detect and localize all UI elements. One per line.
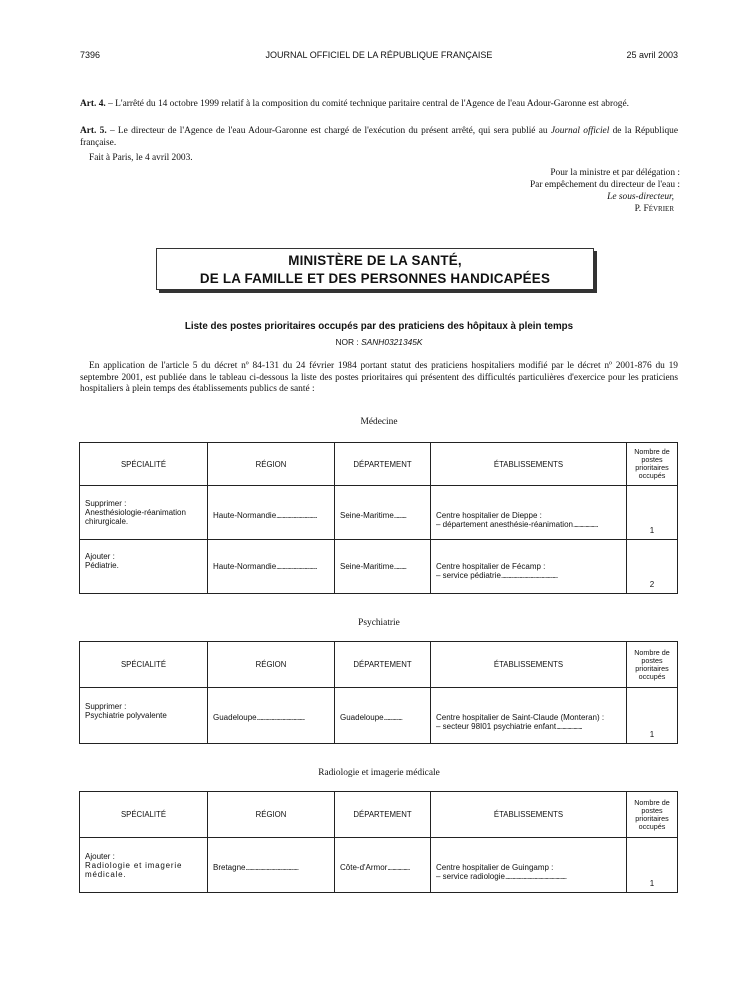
signature-initial: P.	[634, 204, 644, 214]
cell-etablissements	[431, 838, 627, 893]
table-header-row	[80, 642, 678, 688]
row-specialite: Psychiatrie polyvalente	[85, 711, 167, 720]
signature-name	[430, 203, 680, 215]
table-radiologie	[79, 791, 678, 893]
cell-etablissements	[431, 486, 627, 540]
ministry-line-1: MINISTÈRE DE LA SANTÉ,	[288, 253, 462, 268]
page-number: 7396	[80, 50, 101, 60]
row-departement: Seine-Maritime	[340, 562, 394, 571]
publication-date: 25 avril 2003	[626, 50, 678, 60]
header-specialite: SPÉCIALITÉ	[80, 792, 208, 838]
cell-nombre: 2	[627, 540, 678, 594]
cell-region: Haute-Normandie.................................	[208, 486, 335, 540]
header-nombre: Nombre de postes prioritaires occupés	[627, 443, 678, 486]
cell-specialite	[80, 540, 208, 594]
row-etab-service: – secteur 98I01 psychiatrie enfant	[436, 722, 557, 731]
row-departement: Seine-Maritime	[340, 511, 394, 520]
row-region: Bretagne	[213, 863, 246, 872]
cell-etablissements	[431, 540, 627, 594]
header-departement: DÉPARTEMENT	[335, 792, 431, 838]
row-region: Guadeloupe	[213, 713, 257, 722]
row-region: Haute-Normandie	[213, 511, 277, 520]
journal-title: JOURNAL OFFICIEL DE LA RÉPUBLIQUE FRANÇAISE	[265, 50, 493, 60]
row-action: Ajouter :	[85, 552, 115, 561]
cell-departement: Seine-Maritime..........	[335, 486, 431, 540]
nor-code: SANH0321345K	[361, 337, 423, 347]
signature-surname: Février	[643, 204, 674, 214]
cell-region: Guadeloupe.......................................	[208, 688, 335, 744]
row-etab-service: – service radiologie	[436, 872, 505, 881]
intro-paragraph: En application de l'article 5 du décret nº 84-131 du 24 février 1984 portant statut des praticiens hospitaliers modifié par le décret nº 2001-876 du 19 septembre 2001, est publiée dans le tableau ci-dessous la liste des postes prioritaires qui présentent des difficultés particulières d'exercice pour les praticiens hospitaliers à plein temps des établissements publics de santé :	[80, 361, 678, 394]
article-label: Art. 4.	[80, 99, 106, 109]
section-title-medecine: Médecine	[360, 417, 398, 427]
row-specialite: Pédiatrie.	[85, 561, 119, 570]
table-psychiatrie	[79, 641, 678, 744]
nor-label: NOR :	[335, 337, 362, 347]
ministry-line-2: DE LA FAMILLE ET DES PERSONNES HANDICAPÉES	[199, 271, 551, 286]
article-4	[80, 98, 678, 110]
row-action: Supprimer :	[85, 702, 127, 711]
row-specialite: Radiologie et imagerie médicale.	[85, 861, 183, 879]
table-row	[80, 688, 678, 744]
cell-region: Bretagne...........................................	[208, 838, 335, 893]
cell-specialite	[80, 838, 208, 893]
header-specialite: SPÉCIALITÉ	[80, 642, 208, 688]
signature-block	[430, 167, 680, 215]
row-departement: Côte-d'Armor	[340, 863, 388, 872]
row-etab-service: – service pédiatrie	[436, 571, 501, 580]
signature-title: Le sous-directeur,	[607, 192, 674, 202]
row-region: Haute-Normandie	[213, 562, 277, 571]
cell-nombre: 1	[627, 486, 678, 540]
list-title: Liste des postes prioritaires occupés par des praticiens des hôpitaux à plein temps	[184, 321, 574, 332]
row-etab-line2: – service pédiatrie..............................................	[436, 571, 558, 580]
article-5	[80, 125, 678, 149]
article-text: – L'arrêté du 14 octobre 1999 relatif à la composition du comité technique paritaire central de l'Agence de l'eau Adour-Garonne est abrogé.	[105, 99, 629, 109]
table-medecine	[79, 442, 678, 594]
table-row	[80, 540, 678, 594]
header-region: RÉGION	[208, 792, 335, 838]
page-header	[80, 50, 678, 64]
row-etab-line2: – département anesthésie-réanimation....................	[436, 520, 598, 529]
fait-a-paris: Fait à Paris, le 4 avril 2003.	[89, 153, 193, 163]
table-header-row	[80, 792, 678, 838]
cell-etablissements	[431, 688, 627, 744]
nor-reference	[80, 337, 678, 347]
section-title-radiologie: Radiologie et imagerie médicale	[318, 768, 440, 778]
row-etab-line2: – secteur 98I01 psychiatrie enfant.....................	[436, 722, 582, 731]
row-etab-line1: Centre hospitalier de Dieppe :	[436, 511, 542, 520]
header-departement: DÉPARTEMENT	[335, 642, 431, 688]
header-region: RÉGION	[208, 443, 335, 486]
row-specialite: Anesthésiologie-réanimation chirurgicale.	[85, 508, 186, 526]
header-nombre: Nombre de postes prioritaires occupés	[627, 642, 678, 688]
header-specialite: SPÉCIALITÉ	[80, 443, 208, 486]
header-etablissements: ÉTABLISSEMENTS	[431, 792, 627, 838]
cell-region: Haute-Normandie.................................	[208, 540, 335, 594]
ministry-banner	[156, 248, 594, 290]
table-row	[80, 838, 678, 893]
row-etab-line2: – service radiologie..................................................	[436, 872, 567, 881]
signature-line-1: Pour la ministre et par délégation :	[550, 168, 680, 178]
signature-line-2: Par empêchement du directeur de l'eau :	[529, 180, 680, 190]
row-etab-line1: Centre hospitalier de Fécamp :	[436, 562, 546, 571]
section-title-psychiatrie: Psychiatrie	[358, 618, 400, 628]
article-text: – Le directeur de l'Agence de l'eau Adour-Garonne est chargé de l'exécution du présent arrêté, qui sera publié au	[106, 126, 551, 136]
cell-departement: Seine-Maritime..........	[335, 540, 431, 594]
cell-departement: Guadeloupe...............	[335, 688, 431, 744]
row-action: Supprimer :	[85, 499, 127, 508]
cell-nombre: 1	[627, 688, 678, 744]
cell-departement: Côte-d'Armor..................	[335, 838, 431, 893]
cell-nombre: 1	[627, 838, 678, 893]
header-nombre: Nombre de postes prioritaires occupés	[627, 792, 678, 838]
journal-officiel-italic: Journal officiel	[550, 126, 610, 136]
header-region: RÉGION	[208, 642, 335, 688]
table-row	[80, 486, 678, 540]
row-etab-service: – département anesthésie-réanimation	[436, 520, 573, 529]
header-departement: DÉPARTEMENT	[335, 443, 431, 486]
cell-specialite	[80, 486, 208, 540]
article-text: de la République française.	[80, 126, 678, 148]
header-etablissements: ÉTABLISSEMENTS	[431, 443, 627, 486]
row-departement: Guadeloupe	[340, 713, 384, 722]
article-label: Art. 5.	[80, 126, 107, 136]
row-etab-line1: Centre hospitalier de Guingamp :	[436, 863, 554, 872]
cell-specialite	[80, 688, 208, 744]
table-header-row	[80, 443, 678, 486]
header-etablissements: ÉTABLISSEMENTS	[431, 642, 627, 688]
row-etab-line1: Centre hospitalier de Saint-Claude (Monteran) :	[436, 713, 605, 722]
row-action: Ajouter :	[85, 852, 115, 861]
